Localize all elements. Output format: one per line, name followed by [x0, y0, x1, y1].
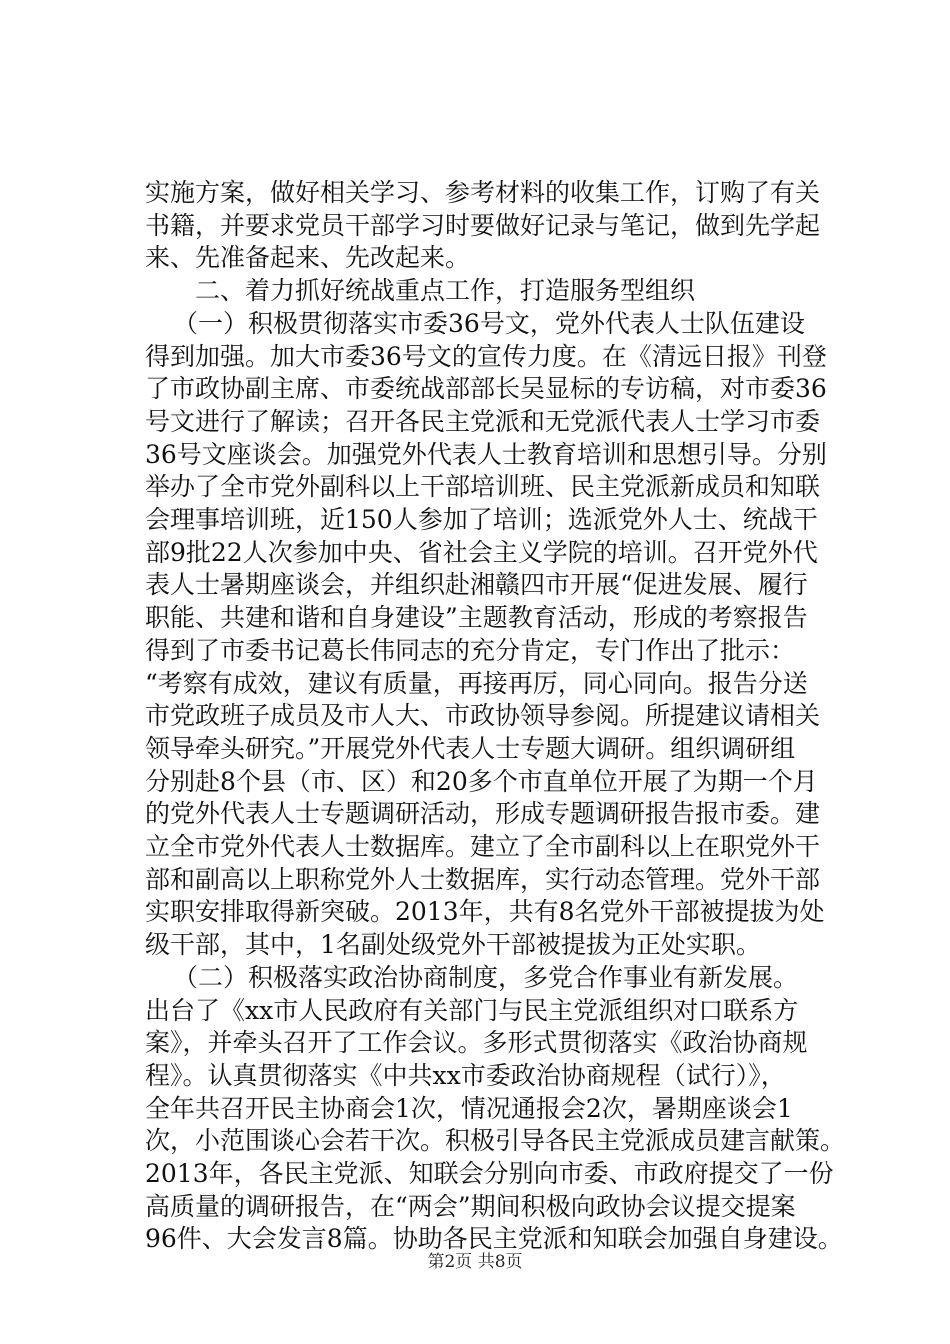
text-line: 全年共召开民主协商会1次，情况通报会2次，暑期座谈会1 [145, 1093, 793, 1123]
subsection-heading: （二）积极落实政治协商制度，多党合作事业有新发展。 [173, 962, 799, 992]
text-line: 了市政协副主席、市委统战部部长吴显标的专访稿，对市委36 [145, 374, 827, 404]
text-line: 部9批22人次参加中央、省社会主义学院的培训。召开党外代 [145, 537, 818, 567]
text-line: 96件、大会发言8篇。协助各民主党派和知联会加强自身建设。 [145, 1224, 843, 1254]
text-line: 来、先准备起来、先改起来。 [145, 243, 471, 273]
text-line: 立全市党外代表人士数据库。建立了全市副科以上在职党外干 [145, 832, 821, 861]
page-number: 第2页 共8页 [427, 1252, 523, 1272]
text-line: 市党政班子成员及市人大、市政协领导参阅。所提建议请相关 [145, 701, 821, 731]
text-line: 高质量的调研报告，在“两会”期间积极向政协会议提交提案 [145, 1191, 796, 1221]
text-line: 举办了全市党外副科以上干部培训班、民主党派新成员和知联 [145, 472, 821, 502]
section-heading: 二、着力抓好统战重点工作，打造服务型组织 [195, 276, 696, 306]
subsection-heading: （一）积极贯彻落实市委36号文，党外代表人士队伍建设 [173, 308, 805, 338]
text-line: 书籍，并要求党员干部学习时要做好记录与笔记，做到先学起 [145, 210, 821, 240]
text-line: 得到加强。加大市委36号文的宣传力度。在《清远日报》刊登 [145, 341, 827, 371]
text-line: 得到了市委书记葛长伟同志的充分肯定，专门作出了批示： [145, 635, 796, 665]
text-line: 表人士暑期座谈会，并组织赴湘赣四市开展“促进发展、履行 [145, 570, 808, 600]
text-line: 职能、共建和谐和自身建设”主题教育活动，形成的考察报告 [145, 603, 808, 633]
text-line: 出台了《xx市人民政府有关部门与民主党派组织对口联系方 [145, 995, 799, 1025]
text-line: 2013年，各民主党派、知联会分别向市委、市政府提交了一份 [145, 1159, 834, 1188]
text-line: 领导牵头研究。”开展党外代表人士专题大调研。组织调研组 [145, 733, 796, 763]
text-line: 级干部，其中，1名副处级党外干部被提拔为正处实职。 [145, 930, 761, 960]
text-line: 程》。认真贯彻落实《中共xx市委政治协商规程（试行）》， [145, 1060, 786, 1090]
text-line: 实职安排取得新突破。2013年，共有8名党外干部被提拔为处 [145, 897, 825, 927]
text-line: 次，小范围谈心会若干次。积极引导各民主党派成员建言献策。 [145, 1126, 846, 1156]
text-line: 号文进行了解读；召开各民主党派和无党派代表人士学习市委 [145, 406, 821, 436]
text-line: 36号文座谈会。加强党外代表人士教育培训和思想引导。分别 [145, 439, 827, 469]
text-line: 的党外代表人士专题调研活动，形成专题调研报告报市委。建 [145, 799, 821, 829]
text-line: 案》，并牵头召开了工作会议。多形式贯彻落实《政治协商规 [145, 1028, 808, 1058]
text-line: “考察有成效，建议有质量，再接再厉，同心同向。报告分送 [145, 668, 808, 698]
text-line: 分别赴8个县（市、区）和20多个市直单位开展了为期一个月 [145, 766, 818, 796]
text-line: 实施方案，做好相关学习、参考材料的收集工作，订购了有关 [145, 178, 821, 207]
text-line: 会理事培训班，近150人参加了培训；选派党外人士、统战干 [145, 505, 818, 534]
text-line: 部和副高以上职称党外人士数据库，实行动态管理。党外干部 [145, 864, 821, 894]
